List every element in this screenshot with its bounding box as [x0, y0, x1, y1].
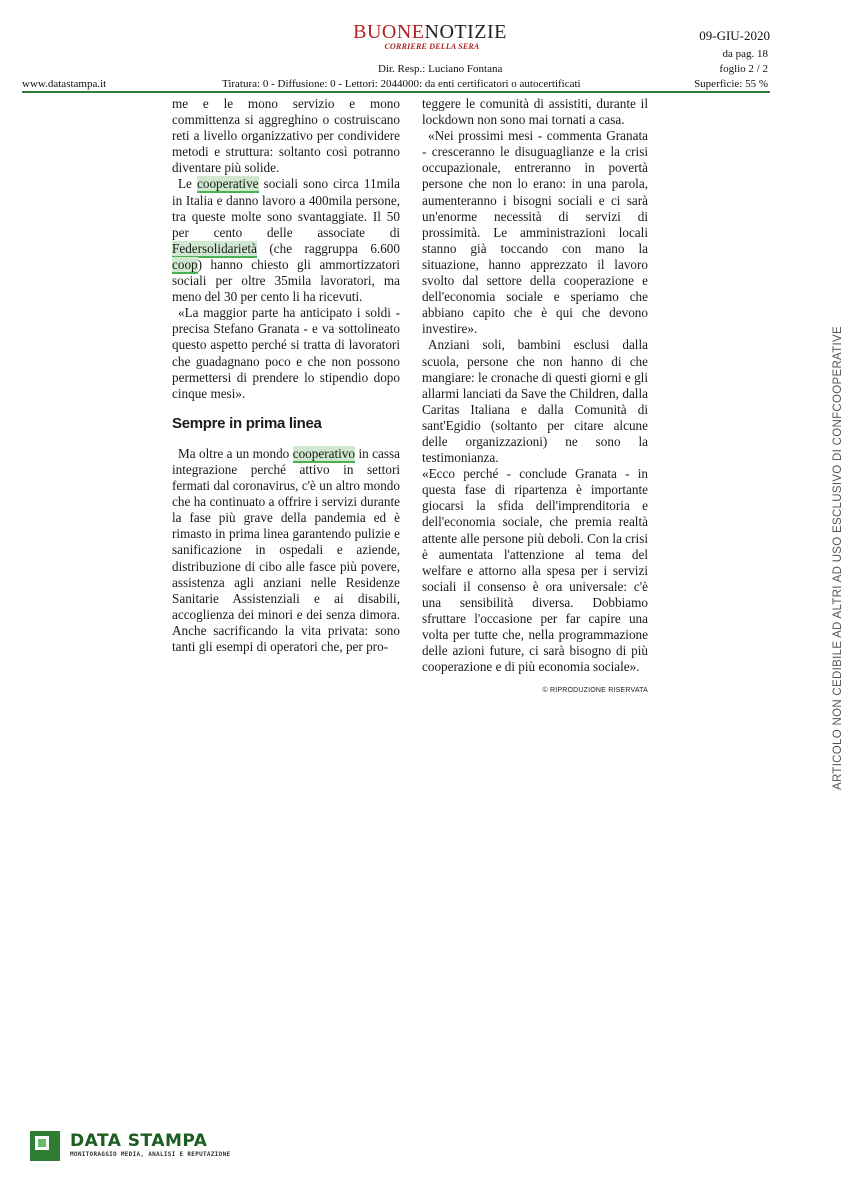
- director: Dir. Resp.: Luciano Fontana: [378, 63, 503, 75]
- logo-notizie: NOTIZIE: [424, 21, 507, 43]
- article-column-1: [172, 96, 400, 655]
- brand-tagline: MONITORAGGIO MEDIA, ANALISI E REPUTAZIONE: [70, 1151, 231, 1158]
- logo-corriere: CORRIERE DELLA SERA: [384, 42, 480, 51]
- paragraph: «Ecco perché - conclude Granata - in questa fase di ripartenza è importante giocarsi la sfida dell'imprenditoria e dell'economia sociale, che premia realtà attente alle persone più deboli. Con la crisi è aumentata l'attenzione al tema del welfare e attorno alla spesa per i servizi sociali il consenso è ora universale: c'è una sensibilità diversa. Dobbiamo sfruttare l'occasione per far capire una volta per tutte che, nella programmazione delle azioni future, ci sarà bisogno di più cooperazione e di più economia sociale».: [422, 466, 648, 675]
- masthead-sub: [330, 42, 530, 51]
- circulation-info: Tiratura: 0 - Diffusione: 0 - Lettori: 2044000: da enti certificatori o autocertificati: [222, 78, 581, 90]
- surface-info: Superficie: 55 %: [694, 78, 768, 90]
- header-rule: [22, 91, 770, 93]
- paragraph: «Nei prossimi mesi - commenta Granata - cresceranno le disuguaglianze e la crisi occupazionale, entreranno in povertà persone che non lo erano: in una parola, aumenteranno i bisogni sociali e ci sarà un'enorme necessità di servizi di prossimità. Le amministrazioni locali stanno già toccando con mano la situazione, hanno apprezzato il lavoro svolto dal settore della cooperazione e dell'economia sociale e speriamo che abbiano capito che è qui che devono investire».: [422, 128, 648, 337]
- paragraph: [172, 446, 400, 655]
- article-column-2: [422, 96, 648, 699]
- sheet-ref: foglio 2 / 2: [719, 63, 768, 75]
- text-run: Le: [178, 176, 198, 192]
- section-subhead: Sempre in prima linea: [172, 414, 322, 432]
- paragraph: teggere le comunità di assistiti, durante il lockdown non sono mai tornati a casa.: [422, 96, 648, 128]
- publication-date: 09-GIU-2020: [699, 28, 770, 43]
- site-url: www.datastampa.it: [22, 78, 107, 90]
- data-stampa-logo: [30, 1131, 230, 1161]
- paragraph: me e le mono servizio e mono committenza si aggreghino o costruiscano reti a livello organizzativo per condividere metodi e struttura: soltanto così potranno diventare più solide.: [172, 96, 400, 176]
- highlight-cooperative: cooperative: [197, 176, 259, 192]
- paragraph: «La maggior parte ha anticipato i soldi - precisa Stefano Granata - e va sottolineato questo aspetto perché si tratta di lavoratori che guadagnano poco e che non possono permettersi di prendere lo stipendio dopo cinque mesi».: [172, 305, 400, 401]
- page-ref: da pag. 18: [722, 48, 768, 60]
- highlight-coop: coop: [172, 256, 198, 272]
- masthead: [330, 22, 530, 51]
- paragraph: Anziani soli, bambini esclusi dalla scuola, persone che non hanno di che mangiare: le cronache di questi giorni e gli allarmi lanciati da Save the Children, dalla Caritas Italiana e dalla Comunità di sant'Egidio (soltanto per citare alcune delle organizzazioni) ne sono la testimonianza.: [422, 337, 648, 466]
- brand-name: DATA STAMPA: [70, 1131, 208, 1151]
- highlight-federsolidarieta: Federsolidarietà: [172, 240, 257, 256]
- text-run: in cassa integrazione perché attivo in settori fermati dal coronavirus, c'è un altro mondo che ha continuato a offrire i servizi durante la fase più grave della pandemia ed è rimasto in prima linea garantendo pulizie e sanificazione in ospedali e aziende, distribuzione di cibo alle fasce più povere, assistenza agli anziani nelle Residenze Sanitarie Assistenziali e ai disabili, accoglienza dei minori e dei senza dimora. Anche sacrificando la vita privata: sono tanti gli esempi di operatori che, per pro-: [172, 445, 400, 654]
- text-run: ) hanno chiesto gli ammortizzatori sociali per oltre 35mila lavoratori, ma meno del 30 per cento li ha ricevuti.: [172, 256, 400, 305]
- paragraph: [172, 176, 400, 305]
- text-run: sociali sono circa 11mila in Italia e danno lavoro a 400mila persone, tra queste molte sono svantaggiate. Il 50 per cento delle associate di: [172, 176, 400, 240]
- copyright-notice: © RIPRODUZIONE RISERVATA: [542, 687, 648, 695]
- data-stampa-text: [70, 1131, 230, 1158]
- text-run: (che raggruppa 6.600: [256, 240, 400, 256]
- text-run: Ma oltre a un mondo: [178, 445, 293, 461]
- logo-buone: BUONE: [353, 21, 425, 43]
- data-stampa-icon: [30, 1131, 60, 1161]
- usage-notice: ARTICOLO NON CEDIBILE AD ALTRI AD USO ESCLUSIVO DI CONFCOOPERATIVE: [832, 326, 844, 790]
- masthead-logo: [330, 22, 530, 42]
- highlight-cooperativo: cooperativo: [292, 445, 355, 461]
